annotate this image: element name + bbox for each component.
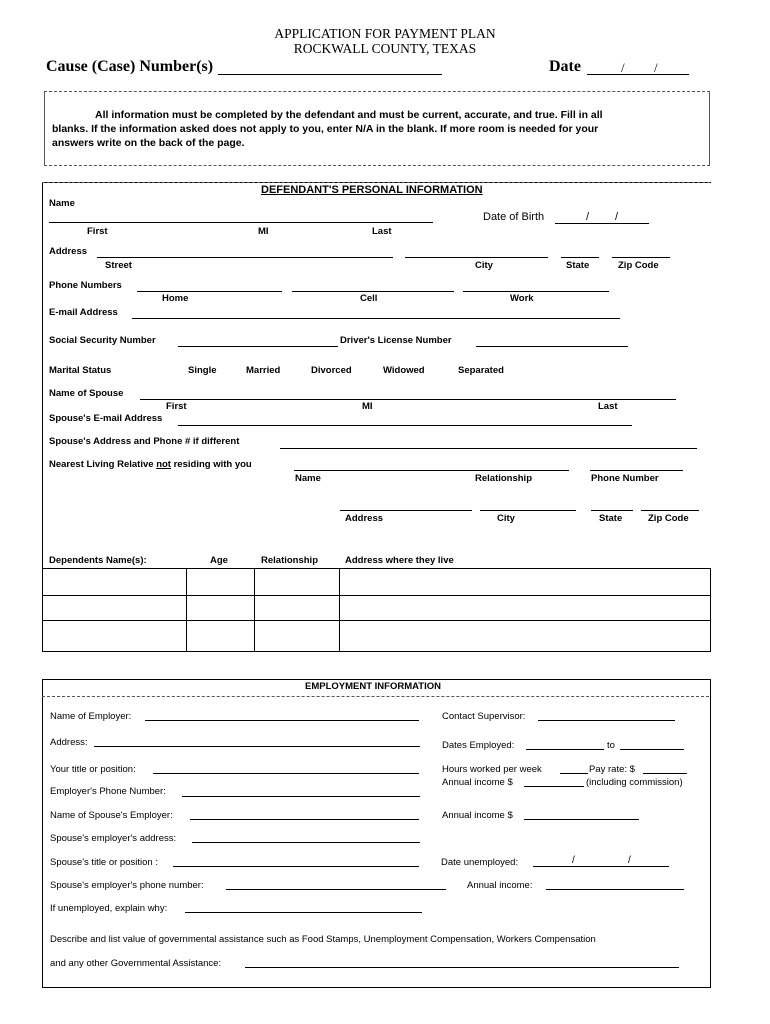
relative-label-part: Nearest Living Relative — [49, 459, 157, 470]
relative-address-field[interactable] — [340, 510, 472, 511]
spouse-mi-caption: MI — [362, 401, 373, 412]
relative-label-not: not — [156, 459, 171, 470]
annual-income-label: Annual income $ — [442, 777, 513, 788]
relative-state-field[interactable] — [591, 510, 633, 511]
home-caption: Home — [162, 293, 189, 304]
unemployed-explain-field[interactable] — [185, 912, 422, 913]
date-field[interactable] — [587, 74, 689, 75]
home-phone-field[interactable] — [137, 291, 282, 292]
spouse-employer-phone-label: Spouse's employer's phone number: — [50, 880, 204, 891]
work-caption: Work — [510, 293, 534, 304]
relative-relationship-caption: Relationship — [475, 473, 533, 484]
relative-zip-field[interactable] — [641, 510, 699, 511]
spouse-employer-address-label: Spouse's employer's address: — [50, 833, 177, 844]
relative-zip-caption: Zip Code — [648, 513, 689, 524]
relative-phone-field[interactable] — [590, 470, 683, 471]
spouse-email-field[interactable] — [178, 425, 632, 426]
date-slash: / — [621, 60, 625, 75]
dates-employed-from-field[interactable] — [526, 749, 604, 750]
spouse-employer-field[interactable] — [190, 819, 419, 820]
relative-state-caption: State — [599, 513, 623, 524]
email-field[interactable] — [132, 318, 620, 319]
county-title: ROCKWALL COUNTY, TEXAS — [293, 41, 477, 56]
dob-label: Date of Birth — [483, 211, 545, 223]
marital-status-label: Marital Status — [49, 365, 112, 376]
dependents-col-divider — [339, 568, 340, 651]
spouse-annual-income-field[interactable] — [524, 819, 639, 820]
ssn-label: Social Security Number — [49, 335, 156, 346]
date-label: Date — [549, 58, 581, 75]
employment-heading: EMPLOYMENT INFORMATION — [305, 681, 441, 692]
name-label: Name — [49, 198, 75, 209]
dependent-name-cell[interactable] — [43, 621, 186, 650]
dates-employed-to-label: to — [607, 740, 615, 751]
spouse-title-label: Spouse's title or position : — [50, 857, 158, 868]
notice-line-3: answers write on the back of the page. — [52, 137, 245, 149]
notice-border-right — [709, 91, 710, 165]
street-field[interactable] — [97, 257, 393, 258]
city-field[interactable] — [405, 257, 548, 258]
zip-caption: Zip Code — [618, 260, 659, 271]
marital-option-single[interactable]: Single — [188, 365, 217, 376]
form-title: APPLICATION FOR PAYMENT PLAN — [274, 26, 496, 41]
spouse-last-caption: Last — [598, 401, 618, 412]
city-caption: City — [475, 260, 493, 271]
spouse-email-label: Spouse's E-mail Address — [49, 413, 163, 424]
employer-phone-label: Employer's Phone Number: — [50, 786, 166, 797]
employer-name-field[interactable] — [145, 720, 419, 721]
dates-employed-label: Dates Employed: — [442, 740, 515, 751]
notice-border-left — [44, 91, 45, 165]
marital-option-divorced[interactable]: Divorced — [311, 365, 352, 376]
notice-line-1: All information must be completed by the defendant and must be current, accurate, and true. Fill in all — [95, 109, 603, 121]
spouse-employer-address-field[interactable] — [192, 842, 420, 843]
address-label: Address — [49, 246, 88, 257]
relative-address-caption: Address — [345, 513, 384, 524]
middle-initial-caption: MI — [258, 226, 269, 237]
personal-top-border — [42, 182, 710, 183]
cause-number-field[interactable] — [218, 74, 442, 75]
street-caption: Street — [105, 260, 132, 271]
dob-slash: / — [586, 211, 590, 223]
notice-line-2: blanks. If the information asked does not apply to you, enter N/A in the blank. If more room is needed for your — [52, 123, 599, 135]
cause-number-label: Cause (Case) Number(s) — [46, 58, 214, 75]
spouse-employer-label: Name of Spouse's Employer: — [50, 810, 173, 821]
employment-heading-divider — [42, 696, 709, 697]
employer-phone-field[interactable] — [182, 796, 420, 797]
dob-slash: / — [615, 211, 619, 223]
personal-info-heading: DEFENDANT'S PERSONAL INFORMATION — [261, 184, 483, 196]
marital-option-widowed[interactable]: Widowed — [383, 365, 425, 376]
hours-worked-field[interactable] — [560, 773, 588, 774]
dl-label: Driver's License Number — [340, 335, 452, 346]
dependents-col-divider — [186, 568, 187, 651]
email-label: E-mail Address — [49, 307, 118, 318]
notice-border-bottom — [44, 165, 710, 166]
annual-income-field[interactable] — [524, 786, 584, 787]
spouse-name-field[interactable] — [140, 399, 676, 400]
contact-supervisor-label: Contact Supervisor: — [442, 711, 526, 722]
relative-phone-caption: Phone Number — [591, 473, 659, 484]
zip-field[interactable] — [612, 257, 670, 258]
pay-rate-field[interactable] — [643, 773, 687, 774]
marital-option-separated[interactable]: Separated — [458, 365, 504, 376]
assistance-label-line-2: and any other Governmental Assistance: — [50, 958, 222, 969]
dob-field[interactable] — [555, 223, 649, 224]
work-phone-field[interactable] — [463, 291, 609, 292]
spouse-address-field[interactable] — [280, 448, 697, 449]
employer-address-label: Address: — [50, 737, 88, 748]
marital-option-married[interactable]: Married — [246, 365, 281, 376]
title-position-label: Your title or position: — [50, 764, 136, 775]
dl-field[interactable] — [476, 346, 628, 347]
employer-name-label: Name of Employer: — [50, 711, 132, 722]
spouse-annual-income-label: Annual income $ — [442, 810, 513, 821]
spouse-name-label: Name of Spouse — [49, 388, 124, 399]
spouse-address-label: Spouse's Address and Phone # if different — [49, 436, 240, 447]
relative-name-field[interactable] — [294, 470, 569, 471]
name-field[interactable] — [49, 222, 433, 223]
relative-city-field[interactable] — [480, 510, 576, 511]
ssn-field[interactable] — [178, 346, 338, 347]
cell-caption: Cell — [360, 293, 378, 304]
dependents-relationship-header: Relationship — [261, 555, 319, 566]
contact-supervisor-field[interactable] — [538, 720, 675, 721]
dependent-name-cell[interactable] — [43, 596, 186, 620]
relative-city-caption: City — [497, 513, 515, 524]
date-unemployed-slash: / — [628, 855, 631, 866]
phone-numbers-label: Phone Numbers — [49, 280, 122, 291]
spouse-income-label: Annual income: — [467, 880, 533, 891]
dependents-age-header: Age — [210, 555, 228, 566]
state-field[interactable] — [561, 257, 599, 258]
cell-phone-field[interactable] — [292, 291, 454, 292]
employer-address-field[interactable] — [94, 746, 420, 747]
dependents-label: Dependents Name(s): — [49, 555, 147, 566]
dates-employed-to-field[interactable] — [620, 749, 684, 750]
relative-label-part: residing with you — [170, 459, 252, 470]
spouse-income-field[interactable] — [546, 889, 684, 890]
state-caption: State — [566, 260, 590, 271]
title-position-field[interactable] — [153, 773, 419, 774]
assistance-label-line-1: Describe and list value of governmental assistance such as Food Stamps, Unemployment Compensation, Workers Compensation — [50, 934, 596, 945]
unemployed-explain-label: If unemployed, explain why: — [50, 903, 168, 914]
commission-note: (including commission) — [586, 777, 683, 788]
first-name-caption: First — [87, 226, 108, 237]
date-unemployed-slash: / — [572, 855, 575, 866]
dependents-address-header: Address where they live — [345, 555, 454, 566]
notice-border-top — [44, 91, 710, 92]
nearest-relative-label — [49, 459, 252, 470]
spouse-title-field[interactable] — [173, 866, 419, 867]
hours-worked-label: Hours worked per week — [442, 764, 542, 775]
dependents-col-divider — [254, 568, 255, 651]
relative-name-caption: Name — [295, 473, 321, 484]
spouse-first-caption: First — [166, 401, 187, 412]
date-unemployed-field[interactable] — [533, 866, 669, 867]
date-unemployed-label: Date unemployed: — [441, 857, 519, 868]
last-name-caption: Last — [372, 226, 392, 237]
pay-rate-label: Pay rate: $ — [589, 764, 635, 775]
assistance-field[interactable] — [245, 967, 679, 968]
date-slash: / — [654, 60, 658, 75]
dependent-name-cell[interactable] — [43, 569, 186, 595]
spouse-employer-phone-field[interactable] — [226, 889, 446, 890]
